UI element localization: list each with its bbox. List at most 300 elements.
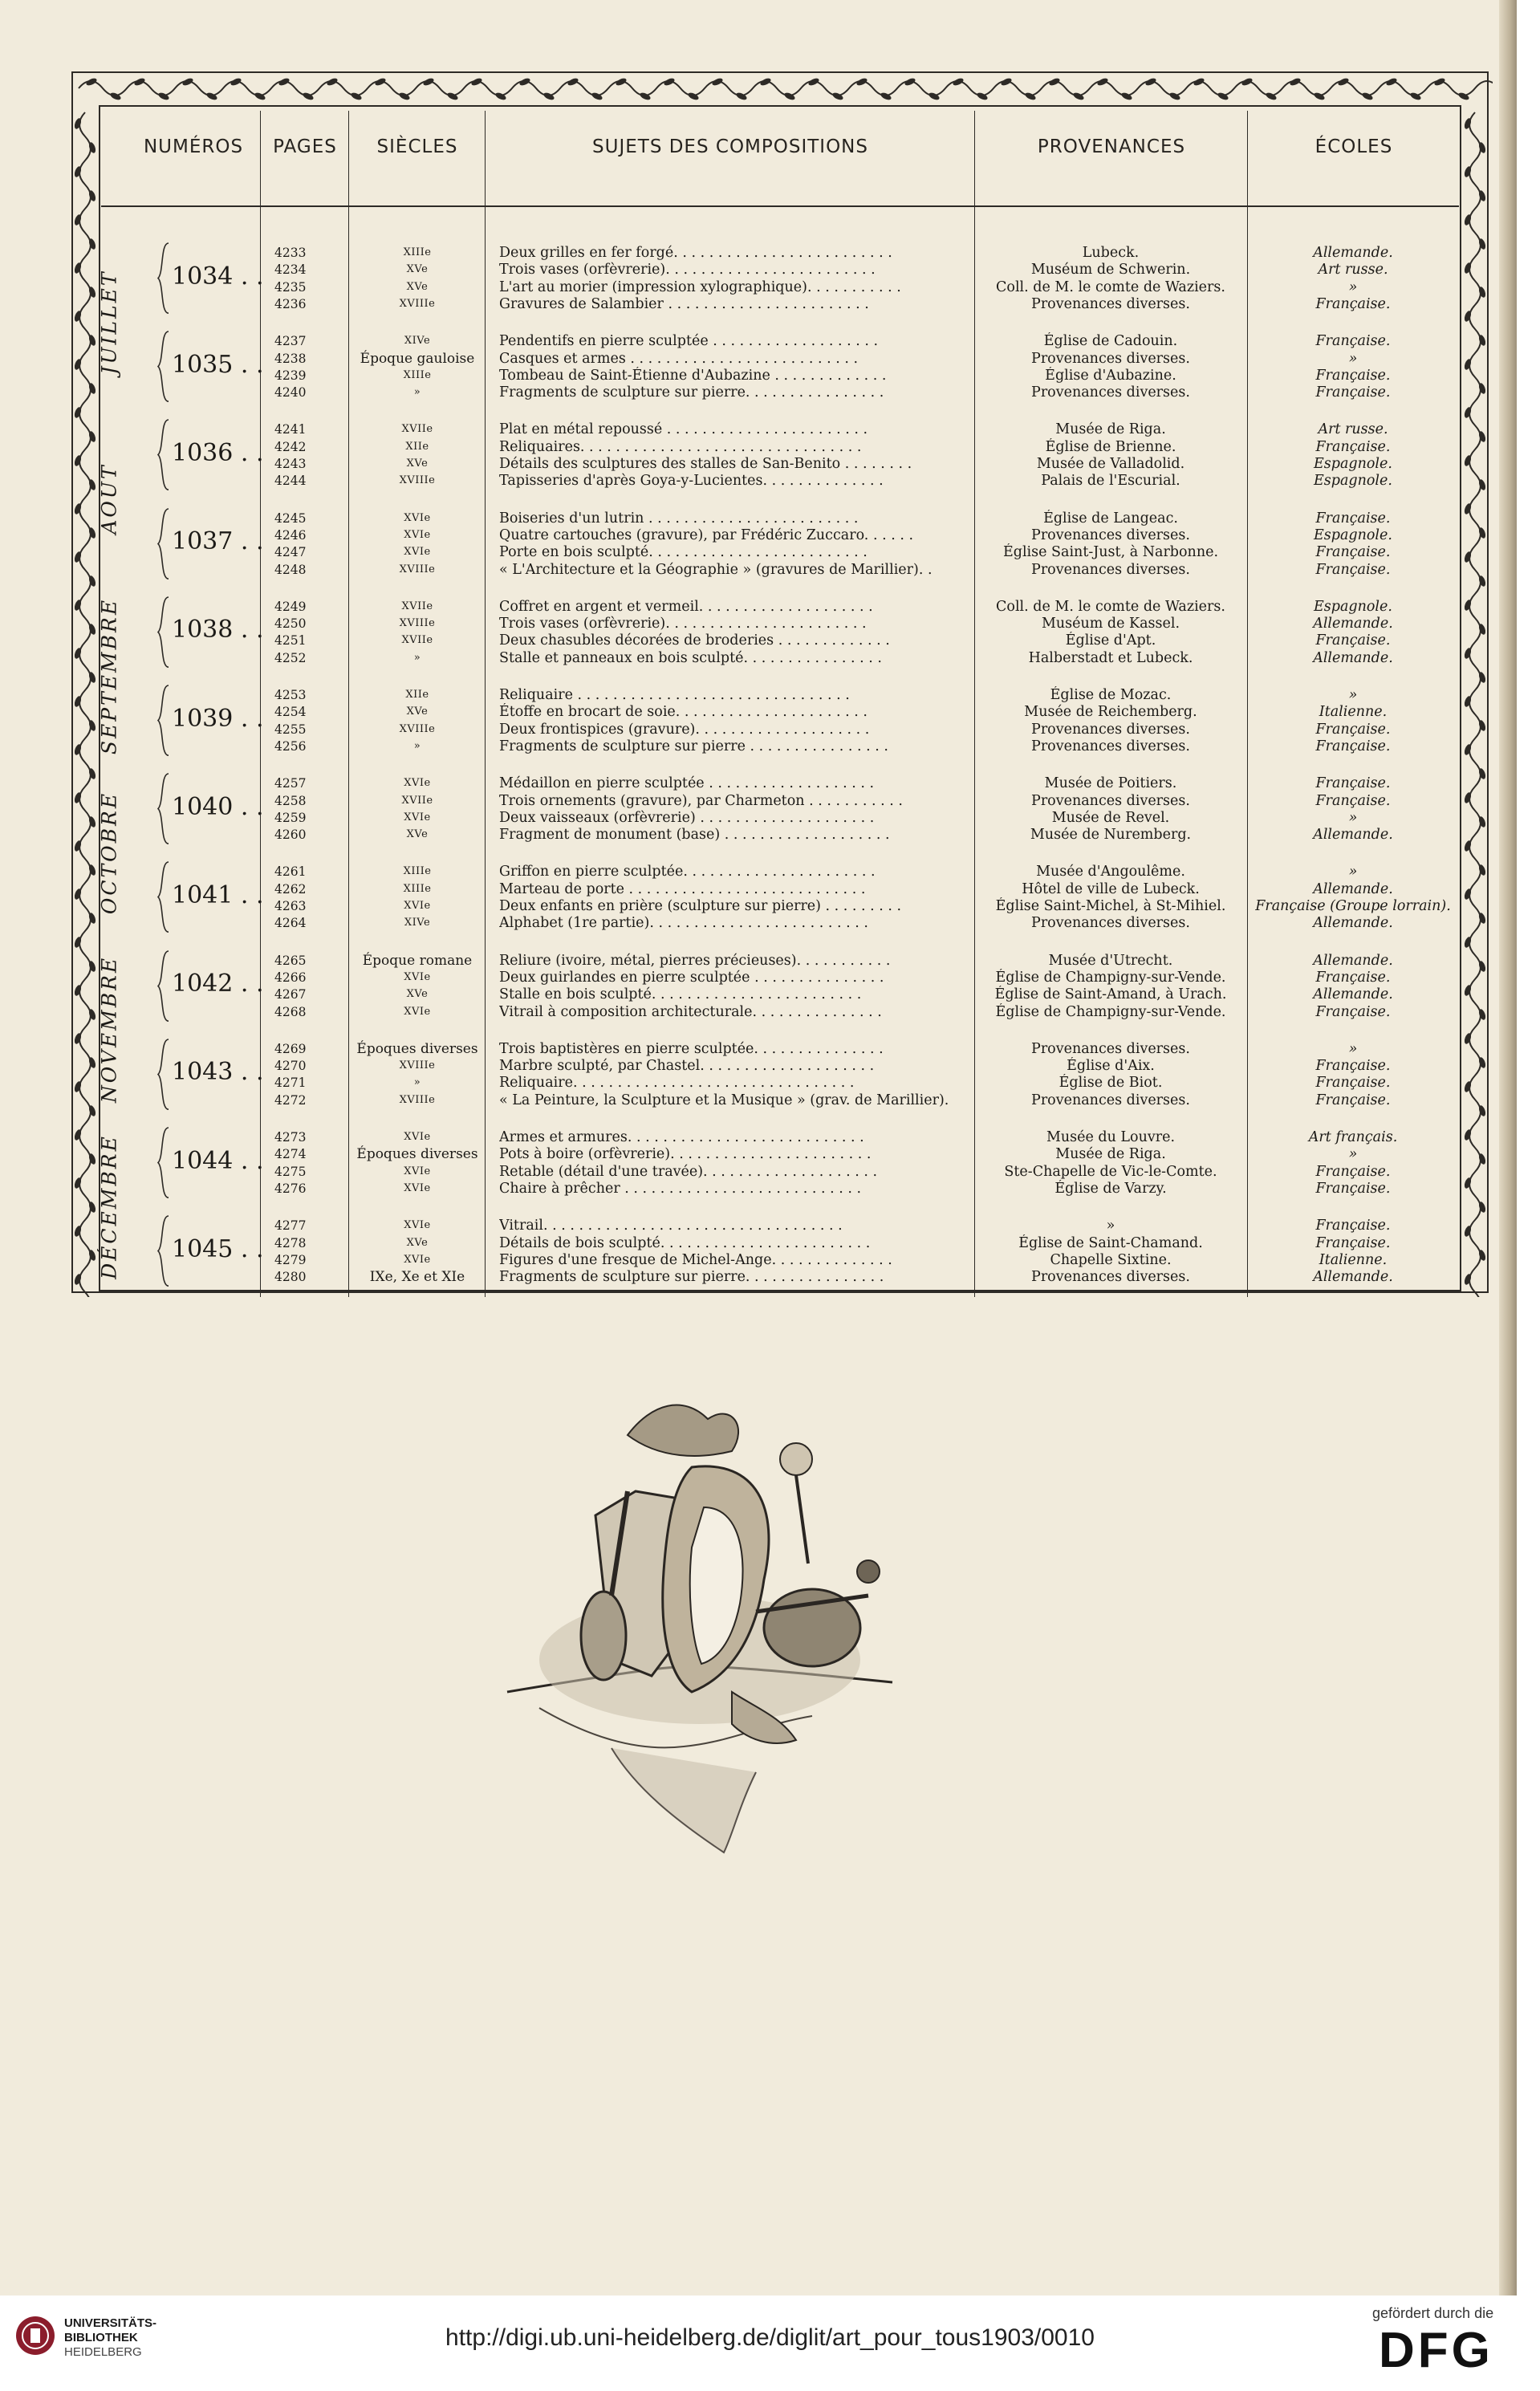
provenance-text: Provenances diverses. [1031,527,1190,543]
ecole-text: Française. [1315,721,1391,738]
header-sujets: SUJETS DES COMPOSITIONS [592,136,868,157]
bracket-icon [156,596,172,669]
vine-segment [542,91,555,101]
provenance-text: Église de Saint-Amand, à Urach. [994,986,1227,1003]
siecle-value: Époque gauloise [360,350,475,367]
library-name-line3: HEIDELBERG [64,2345,142,2359]
vine-segment [1361,91,1374,101]
siecle-value: Époques diverses [356,1040,478,1057]
sujet-text: « La Peinture, la Sculpture et la Musique » (grav. de Marillier). [499,1092,949,1108]
siecle-value: XVIe [404,1219,431,1232]
siecle-value: XVIe [404,1131,431,1143]
sujet-text: Armes et armures. . . . . . . . . . . . . . . . . . . . . . . . . . . [499,1129,864,1145]
bracket-icon [156,418,172,491]
ecole-text: Italienne. [1319,1251,1388,1268]
page-number: 4250 [274,616,307,632]
ecole-text: Française. [1315,561,1391,578]
sujet-text: Stalle et panneaux en bois sculpté. . . . . . . . . . . . . . . . [499,649,882,666]
sujet-text: Étoffe en brocart de soie. . . . . . . . . . . . . . . . . . . . . . [499,704,868,721]
bracket-icon [156,1126,172,1199]
provenance-text: Église d'Apt. [1065,632,1156,649]
siecle-value: XVIIIe [399,1093,436,1106]
provenance-text: Musée de Poitiers. [1044,775,1177,792]
siecle-value: XVIe [404,777,431,790]
vine-segment [157,91,170,101]
siecle-value: XVIIIe [399,474,436,487]
page-fold-edge [1499,0,1517,2295]
header-pages: PAGES [273,136,337,157]
page-number: 4236 [274,296,307,311]
sujet-text: Boiseries d'un lutrin . . . . . . . . . . . . . . . . . . . . . . . . [499,510,859,527]
sujet-text: Marteau de porte . . . . . . . . . . . . . . . . . . . . . . . . . . . [499,880,866,897]
sujet-text: « L'Architecture et la Géographie » (gravures de Marillier). . [499,561,933,578]
page-number: 4240 [274,385,307,401]
sujet-text: Porte en bois sculpté. . . . . . . . . . . . . . . . . . . . . . . . . [499,544,868,561]
vine-segment [880,91,892,101]
month-label: NOVEMBRE [97,956,121,1104]
provenance-text: Église de Saint-Chamand. [1018,1234,1203,1251]
column-rule [348,111,349,1297]
composition-number: 1036 . . [172,439,264,467]
sujet-text: Casques et armes . . . . . . . . . . . . . . . . . . . . . . . . . . [499,350,859,367]
ecole-text: » [1348,350,1358,367]
siecle-value: XIIIe [403,246,432,258]
vine-segment [1048,77,1061,87]
sujet-text: Pots à boire (orfèvrerie). . . . . . . . . . . . . . . . . . . . . . . [499,1146,872,1163]
siecle-value: XIVe [404,335,431,348]
provenance-text: Musée du Louvre. [1046,1129,1176,1145]
ecole-text: Française. [1315,544,1391,561]
provenance-text: Provenances diverses. [1031,1040,1190,1057]
ecole-text: Française. [1315,510,1391,527]
vine-segment [711,77,724,87]
dfg-logo: DFG [1379,2323,1493,2378]
vine-segment [350,91,363,101]
provenance-text: Église de Langeac. [1043,510,1178,527]
month-label: JUILLET [97,270,121,375]
bracket-icon [156,1038,172,1111]
vine-segment [518,77,531,87]
page-number: 4249 [274,599,307,614]
siecle-value: XVIe [404,528,431,541]
ecole-text: Française (Groupe lorrain). [1255,898,1451,914]
siecle-value: XIVe [404,917,431,929]
vine-segment [398,91,411,101]
page-number: 4264 [274,916,307,931]
page-number: 4280 [274,1270,307,1285]
provenance-text: Muséum de Schwerin. [1030,262,1191,279]
siecle-value: XVIIIe [399,563,436,575]
table-frame [67,67,1493,1297]
vine-segment [1409,91,1422,101]
siecle-value: XVIIIe [399,617,436,630]
provenance-text: Provenances diverses. [1031,738,1190,754]
composition-number: 1041 . . [172,881,264,909]
sujet-text: Deux frontispices (gravure). . . . . . . . . . . . . . . . . . . . [499,721,870,738]
siecle-value: XIIe [405,689,429,701]
funding-note: gefördert durch die [1372,2305,1494,2321]
vine-segment [181,77,194,87]
page-number: 4254 [274,705,307,720]
ecole-text: Française. [1315,333,1391,350]
bracket-icon [156,772,172,845]
siecle-value: XIIIe [403,368,432,381]
vine-segment [1433,77,1446,87]
vine-segment [1385,77,1398,87]
provenance-text: Musée de Riga. [1055,421,1166,438]
page-number: 4235 [274,279,307,295]
provenance-text: Musée de Riga. [1055,1146,1166,1163]
provenance-text: Église de Champigny-sur-Vende. [995,1003,1226,1020]
page-number: 4263 [274,899,307,913]
page-number: 4267 [274,987,307,1002]
page-number: 4247 [274,545,307,560]
sujet-text: Détails des sculptures des stalles de San-Benito . . . . . . . . [499,456,912,472]
page-number: 4262 [274,881,307,897]
ecole-text: » [1348,1146,1358,1163]
provenance-text: Église d'Aubazine. [1045,367,1176,384]
provenance-text: Église Saint-Just, à Narbonne. [1002,544,1219,561]
bracket-icon [156,330,172,403]
ecole-text: Allemande. [1313,880,1393,897]
ecole-text: Française. [1315,632,1391,649]
vine-segment [254,91,266,101]
digitization-footer [0,2295,1540,2391]
sujet-text: Deux enfants en prière (sculpture sur pierre) . . . . . . . . . [499,898,902,914]
sujet-text: Reliquaire . . . . . . . . . . . . . . . . . . . . . . . . . . . . . . . [499,687,850,703]
vine-segment [855,77,868,87]
page-number: 4275 [274,1164,307,1179]
siecle-value: XVIe [404,1181,431,1194]
provenance-text: Église d'Aix. [1067,1058,1155,1075]
ecole-text: Espagnole. [1314,473,1392,490]
sujet-text: Trois vases (orfèvrerie). . . . . . . . . . . . . . . . . . . . . . . [499,616,867,632]
bracket-icon [156,860,172,933]
siecle-value: XVIIe [401,600,433,612]
page-number: 4261 [274,864,307,880]
page-number: 4243 [274,457,307,471]
sujet-text: L'art au morier (impression xylographique). . . . . . . . . . . [499,279,901,295]
ecole-text: Française. [1315,738,1391,754]
provenance-text: Provenances diverses. [1031,1092,1190,1108]
ecole-text: » [1348,687,1358,703]
vine-segment [278,77,291,87]
sujet-text: Alphabet (1re partie). . . . . . . . . . . . . . . . . . . . . . . . . [499,915,868,932]
ecole-text: Française. [1315,384,1391,401]
siecle-value: XVIIe [401,423,433,436]
provenance-text: Musée de Reichemberg. [1024,704,1197,721]
sujet-text: Deux chasubles décorées de broderies . . . . . . . . . . . . . [499,632,890,649]
vine-segment [205,91,218,101]
decorative-vignette [491,1371,908,1885]
siecle-value: XIIe [405,440,429,453]
sujet-text: Stalle en bois sculpté. . . . . . . . . . . . . . . . . . . . . . . . [499,986,862,1003]
provenance-text: Église de Biot. [1058,1075,1163,1092]
siecle-value: XVe [406,706,429,718]
ecole-text: Française. [1315,1075,1391,1092]
provenance-text: Église de Brienne. [1045,438,1176,455]
page-number: 4256 [274,738,307,754]
siecle-value: XVIIe [401,794,433,807]
header-numeros: NUMÉROS [143,136,244,157]
composition-number: 1042 . . [172,970,264,998]
sujet-text: Griffon en pierre sculptée. . . . . . . . . . . . . . . . . . . . . . [499,864,876,880]
composition-number: 1043 . . [172,1058,264,1087]
provenance-text: Palais de l'Escurial. [1041,473,1180,490]
page-number: 4276 [274,1181,307,1196]
bracket-icon [156,242,172,315]
vine-segment [1217,91,1229,101]
siecle-value: » [413,651,421,664]
ecole-text: Allemande. [1313,827,1393,844]
provenance-text: Musée d'Angoulême. [1036,864,1185,880]
sujet-text: Deux guirlandes en pierre sculptée . . . . . . . . . . . . . . . [499,969,884,986]
month-label: AOUT [97,463,121,535]
header-ecoles: ÉCOLES [1314,136,1393,157]
ecole-text: Espagnole. [1314,456,1392,472]
sujet-text: Fragments de sculpture sur pierre. . . . . . . . . . . . . . . . [499,1269,884,1286]
header-siecles: SIÈCLES [376,136,458,157]
vine-segment [591,91,603,101]
sujet-text: Coffret en argent et vermeil. . . . . . . . . . . . . . . . . . . . [499,598,873,615]
siecle-value: XVIe [404,811,431,823]
page-number: 4268 [274,1004,307,1019]
siecle-value: IXe, Xe et XIe [369,1269,465,1286]
vine-segment [230,77,242,87]
composition-number: 1039 . . [172,704,264,733]
vine-segment [904,77,916,87]
vine-segment [326,77,339,87]
vine-segment [687,91,700,101]
ecole-text: Française. [1315,295,1391,312]
vine-segment [952,77,965,87]
sujet-text: Fragments de sculpture sur pierre. . . . . . . . . . . . . . . . [499,384,884,401]
page-number: 4244 [274,474,307,489]
page-number: 4255 [274,722,307,737]
provenance-text: Église de Mozac. [1050,687,1172,703]
vine-segment [1144,77,1157,87]
ecole-text: Française. [1315,792,1391,809]
ecole-text: Française. [1315,1003,1391,1020]
page-number: 4237 [274,334,307,349]
vine-segment [1457,91,1470,101]
provenance-text: Provenances diverses. [1031,350,1190,367]
provenance-text: » [1106,1218,1115,1234]
ecole-text: » [1348,864,1358,880]
vine-segment [567,77,579,87]
page-number: 4259 [274,810,307,825]
composition-number: 1037 . . [172,527,264,556]
siecle-value: » [413,739,421,752]
vine-segment [831,91,844,101]
sujet-text: Deux grilles en fer forgé. . . . . . . . . . . . . . . . . . . . . . . . . [499,245,892,261]
sujet-text: Trois baptistères en pierre sculptée. . . . . . . . . . . . . . . [499,1040,884,1057]
page-number: 4278 [274,1235,307,1250]
sujet-text: Vitrail à composition architecturale. . . . . . . . . . . . . . . [499,1003,882,1020]
provenance-text: Provenances diverses. [1031,792,1190,809]
vine-segment [759,77,772,87]
ecole-text: Allemande. [1313,616,1393,632]
page-number: 4273 [274,1130,307,1145]
sujet-text: Quatre cartouches (gravure), par Frédéric Zuccaro. . . . . . [499,527,914,543]
provenance-text: Provenances diverses. [1031,384,1190,401]
ecole-text: Française. [1315,1163,1391,1180]
page-number: 4265 [274,953,307,968]
siecle-value: XVIe [404,1253,431,1266]
vine-segment [85,77,98,87]
provenance-text: Église de Champigny-sur-Vende. [995,969,1226,986]
vine-segment [663,77,676,87]
siecle-value: XIIIe [403,882,432,895]
bracket-icon [156,949,172,1023]
siecle-value: XVe [406,988,429,1001]
composition-number: 1044 . . [172,1146,264,1175]
provenance-text: Provenances diverses. [1031,721,1190,738]
page-number: 4252 [274,650,307,665]
provenance-text: Ste-Chapelle de Vic-le-Comte. [1004,1163,1217,1180]
vine-segment [79,112,91,1297]
month-label: OCTOBRE [97,791,121,915]
composition-number: 1035 . . [172,350,264,379]
sujet-text: Trois ornements (gravure), par Charmeton . . . . . . . . . . . [499,792,903,809]
page-number: 4277 [274,1218,307,1234]
siecle-value: XVIe [404,900,431,912]
provenance-text: Provenances diverses. [1031,1269,1190,1286]
vine-segment [1313,91,1326,101]
provenance-text: Hôtel de ville de Lubeck. [1022,880,1200,897]
library-name-line2: BIBLIOTHEK [64,2331,138,2344]
page-number: 4238 [274,351,307,366]
provenance-text: Provenances diverses. [1031,915,1190,932]
provenance-text: Coll. de M. le comte de Waziers. [996,279,1225,295]
ecole-text: Allemande. [1313,986,1393,1003]
header-provenances: PROVENANCES [1037,136,1186,157]
provenance-text: Musée de Revel. [1051,809,1170,826]
sujet-text: Médaillon en pierre sculptée . . . . . . . . . . . . . . . . . . . [499,775,875,792]
vine-segment [783,91,796,101]
vine-segment [1168,91,1181,101]
page-number: 4257 [274,776,307,791]
sujet-text: Marbre sculpté, par Chastel. . . . . . . . . . . . . . . . . . . . [499,1058,875,1075]
vine-segment [422,77,435,87]
siecle-value: XVIIe [401,634,433,647]
vine-segment [302,91,315,101]
sujet-text: Fragments de sculpture sur pierre . . . . . . . . . . . . . . . . [499,738,888,754]
page-number: 4272 [274,1092,307,1108]
vine-segment [1072,91,1085,101]
composition-number: 1034 . . [172,262,264,291]
siecle-value: XVIe [404,1005,431,1018]
vine-segment [1337,77,1350,87]
siecle-value: XIIIe [403,865,432,878]
ecole-text: » [1348,809,1358,826]
month-label: SEPTEMBRE [97,597,121,754]
vine-segment [446,91,459,101]
vine-segment [1096,77,1109,87]
vine-segment [1289,77,1302,87]
siecle-value: XVIe [404,970,431,983]
sujet-text: Tombeau de Saint-Étienne d'Aubazine . . . . . . . . . . . . . [499,367,887,384]
ecole-text: Française. [1315,1180,1391,1197]
ecole-text: Française. [1315,367,1391,384]
composition-number: 1038 . . [172,616,264,645]
siecle-value: XVIIIe [399,1059,436,1072]
provenance-text: Église de Cadouin. [1043,333,1178,350]
sujet-text: Détails de bois sculpté. . . . . . . . . . . . . . . . . . . . . . . . [499,1234,871,1251]
sujet-text: Deux vaisseaux (orfèvrerie) . . . . . . . . . . . . . . . . . . . . [499,809,875,826]
ecole-text: Française. [1315,1234,1391,1251]
siecle-value: XVe [406,280,429,293]
provenance-text: Coll. de M. le comte de Waziers. [996,598,1225,615]
header-rule [101,205,1459,207]
ecole-text: » [1348,1040,1358,1057]
page-number: 4248 [274,562,307,577]
sujet-text: Trois vases (orfèvrerie). . . . . . . . . . . . . . . . . . . . . . . . [499,262,876,279]
bracket-icon [156,507,172,580]
page-number: 4279 [274,1252,307,1267]
siecle-value: XVe [406,828,429,841]
ecole-text: Française. [1315,438,1391,455]
vine-segment [470,77,483,87]
library-name-line1: UNIVERSITÄTS- [64,2316,157,2330]
page-number: 4242 [274,439,307,454]
vine-segment [109,91,122,101]
page-number: 4258 [274,793,307,808]
vine-segment [1265,91,1278,101]
vine-segment [639,91,652,101]
digitization-url[interactable]: http://digi.ub.uni-heidelberg.de/diglit/art_pour_tous1903/0010 [445,2324,1095,2351]
siecle-value: XVIe [404,1165,431,1177]
siecle-value: XVIIIe [399,722,436,735]
provenance-text: Église Saint-Michel, à St-Mihiel. [995,898,1226,914]
column-rule [485,111,486,1297]
provenance-text: Chapelle Sixtine. [1050,1251,1172,1268]
sujet-text: Retable (détail d'une travée). . . . . . . . . . . . . . . . . . . . [499,1163,878,1180]
page-number: 4266 [274,970,307,985]
siecle-value: XVe [406,1236,429,1249]
sujet-text: Chaire à prêcher . . . . . . . . . . . . . . . . . . . . . . . . . . . [499,1180,862,1197]
siecle-value: XVIe [404,511,431,524]
ecole-text: Art français. [1308,1129,1398,1145]
siecle-value: XVe [406,457,429,470]
month-label: DÉCEMBRE [97,1133,121,1279]
ecole-text: Française. [1315,969,1391,986]
page-number: 4269 [274,1041,307,1056]
page-number: 4239 [274,368,307,383]
provenance-text: Provenances diverses. [1031,561,1190,578]
page-number: 4234 [274,262,307,278]
provenance-text: Musée de Valladolid. [1036,456,1185,472]
ecole-text: Allemande. [1313,915,1393,932]
ecole-text: Française. [1315,775,1391,792]
sujet-text: Pendentifs en pierre sculptée . . . . . . . . . . . . . . . . . . . [499,333,879,350]
provenance-text: Halberstadt et Lubeck. [1028,649,1193,666]
ecole-text: Art russe. [1318,262,1388,279]
ecole-text: Art russe. [1318,421,1388,438]
siecle-value: Époque romane [362,952,473,969]
ecole-text: Française. [1315,1218,1391,1234]
sujet-text: Reliquaires. . . . . . . . . . . . . . . . . . . . . . . . . . . . . . . . [499,438,862,455]
sujet-text: Tapisseries d'après Goya-y-Lucientes. . . . . . . . . . . . . . [499,473,884,490]
ecole-text: Italienne. [1319,704,1388,721]
vine-segment [1241,77,1254,87]
vine-segment [1024,91,1037,101]
ecole-text: » [1348,279,1358,295]
page-number: 4245 [274,510,307,526]
ecole-text: Allemande. [1313,649,1393,666]
vine-segment [1000,77,1013,87]
vine-segment [615,77,628,87]
